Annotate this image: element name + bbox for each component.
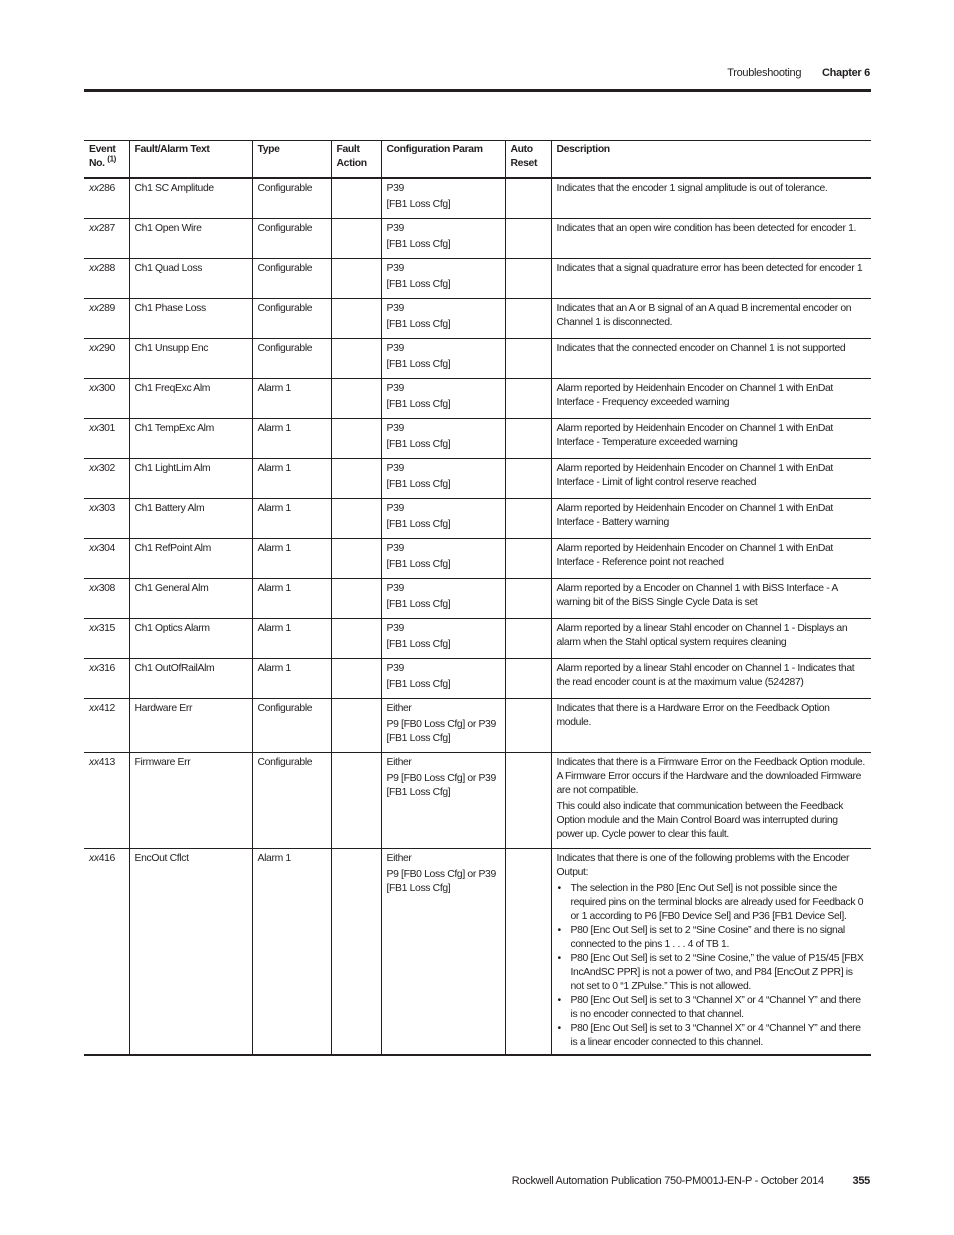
event-prefix: xx bbox=[89, 343, 99, 354]
type-cell: Alarm 1 bbox=[252, 619, 331, 659]
fault-text-cell: EncOut Cflct bbox=[129, 849, 252, 1056]
description-paragraph: Alarm reported by Heidenhain Encoder on Channel 1 with EnDat Interface - Temperature exceeded warning bbox=[556, 423, 833, 448]
config-param-line: Either bbox=[386, 703, 412, 714]
config-param-line: P39 bbox=[386, 543, 404, 554]
config-param-line: [FB1 Loss Cfg] bbox=[386, 399, 451, 410]
fault-action-cell bbox=[331, 579, 381, 619]
description-cell bbox=[551, 459, 871, 499]
type-cell: Alarm 1 bbox=[252, 419, 331, 459]
event-number-cell bbox=[84, 539, 129, 579]
config-param-cell bbox=[381, 339, 505, 379]
table-row bbox=[84, 219, 871, 259]
auto-reset-cell bbox=[505, 499, 551, 539]
table-row bbox=[84, 659, 871, 699]
fault-text-cell: Ch1 RefPoint Alm bbox=[129, 539, 252, 579]
fault-text-cell: Hardware Err bbox=[129, 699, 252, 753]
description-cell bbox=[551, 299, 871, 339]
event-code: 289 bbox=[98, 303, 115, 314]
fault-alarm-table bbox=[84, 140, 871, 1056]
description-bullet: • The selection in the P80 [Enc Out Sel] is not possible since the required pins on the terminal blocks are already used for Feedback 0 or 1 according to P6 [FB0 Device Sel] and P36 [FB1 Device Sel]. bbox=[571, 882, 867, 924]
event-code: 316 bbox=[98, 663, 115, 674]
table-row bbox=[84, 459, 871, 499]
col-fault-text: Fault/Alarm Text bbox=[129, 141, 252, 179]
description-paragraph: Indicates that there is one of the following problems with the Encoder Output: bbox=[556, 853, 850, 878]
description-cell bbox=[551, 379, 871, 419]
table-row bbox=[84, 379, 871, 419]
description-cell bbox=[551, 753, 871, 849]
auto-reset-cell bbox=[505, 753, 551, 849]
description-cell bbox=[551, 419, 871, 459]
event-code: 413 bbox=[98, 757, 115, 768]
config-param-line: [FB1 Loss Cfg] bbox=[386, 519, 451, 530]
table-row bbox=[84, 699, 871, 753]
fault-text-cell: Ch1 SC Amplitude bbox=[129, 178, 252, 219]
fault-action-cell bbox=[331, 659, 381, 699]
event-number-cell bbox=[84, 259, 129, 299]
type-cell: Configurable bbox=[252, 178, 331, 219]
auto-reset-cell bbox=[505, 219, 551, 259]
config-param-line: P39 bbox=[386, 223, 404, 234]
page-header bbox=[727, 67, 870, 79]
page-footer bbox=[512, 1175, 870, 1187]
type-cell: Configurable bbox=[252, 753, 331, 849]
config-param-line: [FB1 Loss Cfg] bbox=[386, 239, 451, 250]
config-param-line: [FB1 Loss Cfg] bbox=[386, 679, 451, 690]
table-row bbox=[84, 619, 871, 659]
table-body bbox=[84, 178, 871, 1055]
fault-action-cell bbox=[331, 459, 381, 499]
config-param-line: [FB1 Loss Cfg] bbox=[386, 599, 451, 610]
fault-text-cell: Ch1 General Alm bbox=[129, 579, 252, 619]
description-cell bbox=[551, 259, 871, 299]
event-code: 302 bbox=[98, 463, 115, 474]
config-param-line: P9 [FB0 Loss Cfg] or P39 [FB1 Loss Cfg] bbox=[386, 719, 496, 744]
config-param-cell bbox=[381, 259, 505, 299]
auto-reset-cell bbox=[505, 849, 551, 1056]
config-param-cell bbox=[381, 659, 505, 699]
event-prefix: xx bbox=[89, 183, 99, 194]
event-number-cell bbox=[84, 849, 129, 1056]
fault-text-cell: Ch1 Phase Loss bbox=[129, 299, 252, 339]
fault-text-cell: Ch1 Optics Alarm bbox=[129, 619, 252, 659]
description-bullet: • P80 [Enc Out Sel] is set to 3 “Channel X” or 4 “Channel Y” and there is a linear encoder connected to this channel. bbox=[571, 1022, 867, 1050]
config-param-line: P9 [FB0 Loss Cfg] or P39 [FB1 Loss Cfg] bbox=[386, 773, 496, 798]
description-cell bbox=[551, 339, 871, 379]
fault-action-cell bbox=[331, 178, 381, 219]
config-param-line: [FB1 Loss Cfg] bbox=[386, 559, 451, 570]
description-bullet: • P80 [Enc Out Sel] is set to 3 “Channel X” or 4 “Channel Y” and there is no encoder connected to that channel. bbox=[571, 994, 867, 1022]
type-cell: Alarm 1 bbox=[252, 579, 331, 619]
col-event-no: Event No. $^{(1)}$ bbox=[84, 141, 129, 179]
config-param-cell bbox=[381, 299, 505, 339]
table-row bbox=[84, 259, 871, 299]
fault-action-cell bbox=[331, 699, 381, 753]
description-paragraph: Indicates that a signal quadrature error has been detected for encoder 1 bbox=[556, 263, 863, 274]
event-number-cell bbox=[84, 339, 129, 379]
table-row bbox=[84, 178, 871, 219]
event-prefix: xx bbox=[89, 223, 99, 234]
type-cell: Configurable bbox=[252, 219, 331, 259]
event-prefix: xx bbox=[89, 663, 99, 674]
config-param-line: [FB1 Loss Cfg] bbox=[386, 279, 451, 290]
config-param-line: P39 bbox=[386, 463, 404, 474]
config-param-line: P9 [FB0 Loss Cfg] or P39 [FB1 Loss Cfg] bbox=[386, 869, 496, 894]
event-prefix: xx bbox=[89, 503, 99, 514]
auto-reset-cell bbox=[505, 419, 551, 459]
event-code: 301 bbox=[98, 423, 115, 434]
type-cell: Alarm 1 bbox=[252, 539, 331, 579]
description-paragraph: This could also indicate that communication between the Feedback Option module and the Main Control Board was interrupted during power up. Cycle power to clear this fault. bbox=[556, 801, 844, 840]
event-number-cell bbox=[84, 219, 129, 259]
description-paragraph: Alarm reported by a linear Stahl encoder on Channel 1 - Displays an alarm when the Stahl optical system requires cleaning bbox=[556, 623, 848, 648]
description-cell bbox=[551, 659, 871, 699]
event-code: 315 bbox=[98, 623, 115, 634]
config-param-cell bbox=[381, 219, 505, 259]
event-prefix: xx bbox=[89, 543, 99, 554]
description-paragraph: Indicates that an A or B signal of an A quad B incremental encoder on Channel 1 is disconnected. bbox=[556, 303, 852, 328]
type-cell: Alarm 1 bbox=[252, 499, 331, 539]
event-number-cell bbox=[84, 619, 129, 659]
description-paragraph: Indicates that an open wire condition has been detected for encoder 1. bbox=[556, 223, 857, 234]
description-paragraph: Indicates that there is a Hardware Error on the Feedback Option module. bbox=[556, 703, 830, 728]
fault-action-cell bbox=[331, 619, 381, 659]
config-param-line: [FB1 Loss Cfg] bbox=[386, 439, 451, 450]
event-code: 290 bbox=[98, 343, 115, 354]
config-param-line: P39 bbox=[386, 423, 404, 434]
config-param-cell bbox=[381, 379, 505, 419]
table-row bbox=[84, 299, 871, 339]
type-cell: Configurable bbox=[252, 339, 331, 379]
description-cell bbox=[551, 619, 871, 659]
col-auto-reset: Auto Reset bbox=[505, 141, 551, 179]
event-prefix: xx bbox=[89, 583, 99, 594]
description-bullet: • P80 [Enc Out Sel] is set to 2 “Sine Cosine,” the value of P15/45 [FBX IncAndSC PPR] is not a power of two, and P84 [EncOut Z PPR] is not set to 0 “1 ZPulse.” This is not allowed. bbox=[571, 952, 867, 994]
description-paragraph: Indicates that the encoder 1 signal amplitude is out of tolerance. bbox=[556, 183, 828, 194]
col-type: Type bbox=[252, 141, 331, 179]
event-prefix: xx bbox=[89, 703, 99, 714]
type-cell: Configurable bbox=[252, 299, 331, 339]
fault-action-cell bbox=[331, 419, 381, 459]
fault-action-cell bbox=[331, 849, 381, 1056]
config-param-cell bbox=[381, 849, 505, 1056]
fault-text-cell: Ch1 OutOfRailAlm bbox=[129, 659, 252, 699]
config-param-line: [FB1 Loss Cfg] bbox=[386, 199, 451, 210]
page-number: 355 bbox=[852, 1175, 870, 1187]
event-code: 303 bbox=[98, 503, 115, 514]
config-param-line: P39 bbox=[386, 623, 404, 634]
config-param-line: P39 bbox=[386, 343, 404, 354]
config-param-line: P39 bbox=[386, 183, 404, 194]
description-paragraph: Alarm reported by Heidenhain Encoder on Channel 1 with EnDat Interface - Frequency exceeded warning bbox=[556, 383, 833, 408]
event-number-cell bbox=[84, 579, 129, 619]
footnote-ref: (1) bbox=[107, 154, 116, 164]
fault-action-cell bbox=[331, 259, 381, 299]
config-param-line: Either bbox=[386, 853, 412, 864]
table-header-row bbox=[84, 141, 871, 179]
event-number-cell bbox=[84, 379, 129, 419]
type-cell: Alarm 1 bbox=[252, 379, 331, 419]
col-config-param: Configuration Param bbox=[381, 141, 505, 179]
event-code: 416 bbox=[98, 853, 115, 864]
config-param-cell bbox=[381, 178, 505, 219]
event-prefix: xx bbox=[89, 263, 99, 274]
publication-info: Rockwell Automation Publication 750-PM001J-EN-P - October 2014 bbox=[511, 1175, 824, 1187]
auto-reset-cell bbox=[505, 659, 551, 699]
fault-action-cell bbox=[331, 753, 381, 849]
description-bullet: • P80 [Enc Out Sel] is set to 2 “Sine Cosine” and there is no signal connected to the pins 1 . . . 4 of TB 1. bbox=[571, 924, 867, 952]
config-param-line: P39 bbox=[386, 303, 404, 314]
config-param-cell bbox=[381, 699, 505, 753]
auto-reset-cell bbox=[505, 299, 551, 339]
chapter-label: Chapter 6 bbox=[821, 67, 870, 79]
fault-action-cell bbox=[331, 539, 381, 579]
table-row bbox=[84, 419, 871, 459]
fault-text-cell: Ch1 Unsupp Enc bbox=[129, 339, 252, 379]
config-param-line: P39 bbox=[386, 263, 404, 274]
type-cell: Configurable bbox=[252, 259, 331, 299]
event-prefix: xx bbox=[89, 423, 99, 434]
config-param-line: P39 bbox=[386, 663, 404, 674]
event-code: 304 bbox=[98, 543, 115, 554]
config-param-line: [FB1 Loss Cfg] bbox=[386, 639, 451, 650]
type-cell: Alarm 1 bbox=[252, 849, 331, 1056]
table-row bbox=[84, 499, 871, 539]
description-cell bbox=[551, 699, 871, 753]
description-paragraph: Indicates that there is a Firmware Error on the Feedback Option module. A Firmware Error occurs if the Hardware and the downloaded Firmware are not compatible. bbox=[556, 757, 865, 796]
event-number-cell bbox=[84, 659, 129, 699]
fault-text-cell: Ch1 LightLim Alm bbox=[129, 459, 252, 499]
fault-text-cell: Ch1 Quad Loss bbox=[129, 259, 252, 299]
event-number-cell bbox=[84, 419, 129, 459]
table-row bbox=[84, 339, 871, 379]
col-description: Description bbox=[551, 141, 871, 179]
description-cell bbox=[551, 499, 871, 539]
event-code: 300 bbox=[98, 383, 115, 394]
event-prefix: xx bbox=[89, 303, 99, 314]
description-cell bbox=[551, 849, 871, 1056]
event-code: 287 bbox=[98, 223, 115, 234]
config-param-line: [FB1 Loss Cfg] bbox=[386, 319, 451, 330]
event-prefix: xx bbox=[89, 757, 99, 768]
table-row bbox=[84, 849, 871, 1056]
event-number-cell bbox=[84, 699, 129, 753]
fault-text-cell: Ch1 FreqExc Alm bbox=[129, 379, 252, 419]
description-bullets bbox=[557, 882, 867, 1050]
fault-text-cell: Ch1 TempExc Alm bbox=[129, 419, 252, 459]
description-paragraph: Alarm reported by a linear Stahl encoder on Channel 1 - Indicates that the read encoder count is at the maximum value (524287) bbox=[556, 663, 855, 688]
fault-text-cell: Firmware Err bbox=[129, 753, 252, 849]
config-param-line: P39 bbox=[386, 583, 404, 594]
event-number-cell bbox=[84, 499, 129, 539]
event-number-cell bbox=[84, 459, 129, 499]
description-paragraph: Alarm reported by Heidenhain Encoder on Channel 1 with EnDat Interface - Battery warning bbox=[556, 503, 833, 528]
type-cell: Configurable bbox=[252, 699, 331, 753]
auto-reset-cell bbox=[505, 579, 551, 619]
fault-action-cell bbox=[331, 379, 381, 419]
config-param-line: P39 bbox=[386, 503, 404, 514]
description-cell bbox=[551, 539, 871, 579]
config-param-cell bbox=[381, 539, 505, 579]
table-row bbox=[84, 539, 871, 579]
event-prefix: xx bbox=[89, 853, 99, 864]
col-fault-action: Fault Action bbox=[331, 141, 381, 179]
fault-action-cell bbox=[331, 219, 381, 259]
config-param-cell bbox=[381, 499, 505, 539]
fault-text-cell: Ch1 Battery Alm bbox=[129, 499, 252, 539]
auto-reset-cell bbox=[505, 379, 551, 419]
table-row bbox=[84, 579, 871, 619]
event-code: 288 bbox=[98, 263, 115, 274]
description-paragraph: Indicates that the connected encoder on Channel 1 is not supported bbox=[556, 343, 846, 354]
event-code: 286 bbox=[98, 183, 115, 194]
type-cell: Alarm 1 bbox=[252, 659, 331, 699]
section-title: Troubleshooting bbox=[727, 67, 802, 79]
config-param-cell bbox=[381, 753, 505, 849]
event-number-cell bbox=[84, 178, 129, 219]
config-param-line: Either bbox=[386, 757, 412, 768]
event-prefix: xx bbox=[89, 383, 99, 394]
table-row bbox=[84, 753, 871, 849]
auto-reset-cell bbox=[505, 619, 551, 659]
description-cell bbox=[551, 219, 871, 259]
type-cell: Alarm 1 bbox=[252, 459, 331, 499]
auto-reset-cell bbox=[505, 259, 551, 299]
auto-reset-cell bbox=[505, 178, 551, 219]
config-param-cell bbox=[381, 419, 505, 459]
config-param-cell bbox=[381, 579, 505, 619]
fault-action-cell bbox=[331, 339, 381, 379]
auto-reset-cell bbox=[505, 459, 551, 499]
event-code: 412 bbox=[98, 703, 115, 714]
auto-reset-cell bbox=[505, 699, 551, 753]
config-param-cell bbox=[381, 459, 505, 499]
config-param-cell bbox=[381, 619, 505, 659]
description-paragraph: Alarm reported by Heidenhain Encoder on Channel 1 with EnDat Interface - Limit of light control reserve reached bbox=[556, 463, 833, 488]
description-cell bbox=[551, 178, 871, 219]
fault-text-cell: Ch1 Open Wire bbox=[129, 219, 252, 259]
event-code: 308 bbox=[98, 583, 115, 594]
config-param-line: P39 bbox=[386, 383, 404, 394]
event-number-cell bbox=[84, 299, 129, 339]
description-paragraph: Alarm reported by Heidenhain Encoder on Channel 1 with EnDat Interface - Reference point not reached bbox=[556, 543, 833, 568]
auto-reset-cell bbox=[505, 339, 551, 379]
event-prefix: xx bbox=[89, 463, 99, 474]
config-param-line: [FB1 Loss Cfg] bbox=[386, 359, 451, 370]
fault-action-cell bbox=[331, 499, 381, 539]
header-rule bbox=[84, 89, 871, 92]
config-param-line: [FB1 Loss Cfg] bbox=[386, 479, 451, 490]
event-number-cell bbox=[84, 753, 129, 849]
event-prefix: xx bbox=[89, 623, 99, 634]
description-cell bbox=[551, 579, 871, 619]
description-paragraph: Alarm reported by a Encoder on Channel 1 with BiSS Interface - A warning bit of the BiSS Single Cycle Data is set bbox=[556, 583, 838, 608]
fault-action-cell bbox=[331, 299, 381, 339]
auto-reset-cell bbox=[505, 539, 551, 579]
